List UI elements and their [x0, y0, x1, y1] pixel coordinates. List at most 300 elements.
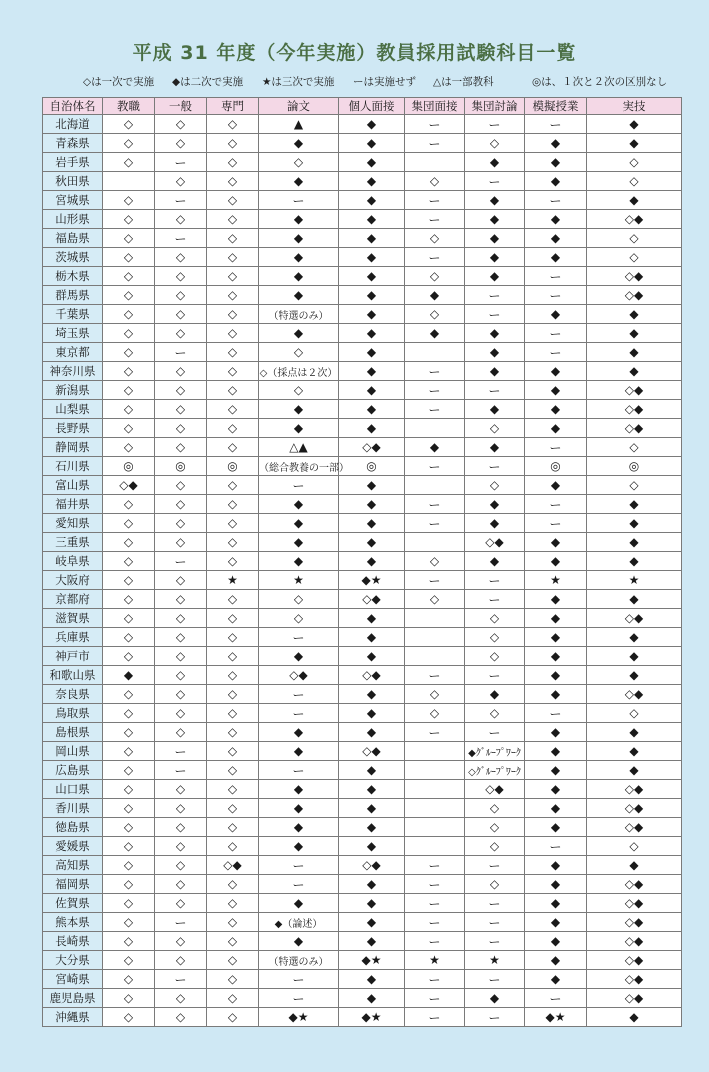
cell-individual-interview: ◆	[339, 514, 405, 533]
cell-teaching: ◇	[103, 571, 155, 590]
table-row	[43, 609, 682, 628]
table-row	[43, 229, 682, 248]
cell-specialty: ◇	[207, 685, 259, 704]
cell-individual-interview: ◆	[339, 837, 405, 856]
cell-practical: ◆	[587, 533, 682, 552]
cell-group-discussion: ◆	[465, 495, 525, 514]
cell-group-interview: ー	[405, 134, 465, 153]
cell-teaching: ◇	[103, 1008, 155, 1027]
cell-general: ー	[155, 229, 207, 248]
cell-practical: ◇◆	[587, 875, 682, 894]
cell-teaching: ◇	[103, 590, 155, 609]
cell-specialty: ◇	[207, 533, 259, 552]
cell-individual-interview: ◆	[339, 400, 405, 419]
cell-general: ◇	[155, 324, 207, 343]
cell-specialty: ◇	[207, 362, 259, 381]
cell-teaching: ◇	[103, 248, 155, 267]
cell-group-interview: ◇	[405, 704, 465, 723]
cell-practical: ◇◆	[587, 609, 682, 628]
cell-teaching: ◇	[103, 647, 155, 666]
table-row	[43, 628, 682, 647]
table-row	[43, 780, 682, 799]
cell-municipality: 和歌山県	[43, 666, 103, 685]
header-mock-lesson: 模擬授業	[525, 98, 587, 115]
cell-group-interview: ◇	[405, 685, 465, 704]
cell-mock-lesson: ◆	[525, 913, 587, 932]
cell-essay: ◆★	[259, 1008, 339, 1027]
cell-teaching: ◇	[103, 704, 155, 723]
table-row	[43, 381, 682, 400]
cell-group-interview: ー	[405, 989, 465, 1008]
cell-group-discussion: ◇	[465, 609, 525, 628]
cell-group-interview: ◆	[405, 438, 465, 457]
cell-essay: ◆	[259, 647, 339, 666]
cell-individual-interview: ◆	[339, 343, 405, 362]
cell-group-discussion: ー	[465, 913, 525, 932]
cell-practical: ◇◆	[587, 989, 682, 1008]
cell-general: ー	[155, 343, 207, 362]
cell-group-discussion: ◆	[465, 153, 525, 172]
cell-essay: ▲	[259, 115, 339, 134]
cell-municipality: 佐賀県	[43, 894, 103, 913]
header-group-interview: 集団面接	[405, 98, 465, 115]
table-row	[43, 438, 682, 457]
cell-group-interview	[405, 818, 465, 837]
cell-general: ◇	[155, 609, 207, 628]
cell-practical: ◆	[587, 495, 682, 514]
cell-general: ◇	[155, 932, 207, 951]
cell-general: ◇	[155, 476, 207, 495]
header-general: 一般	[155, 98, 207, 115]
cell-general: ー	[155, 970, 207, 989]
cell-general: ◇	[155, 818, 207, 837]
cell-mock-lesson: ◆	[525, 894, 587, 913]
table-row	[43, 343, 682, 362]
cell-group-discussion: ー	[465, 723, 525, 742]
cell-essay: ◆	[259, 514, 339, 533]
cell-general: ◇	[155, 666, 207, 685]
cell-specialty: ◇	[207, 647, 259, 666]
header-practical: 実技	[587, 98, 682, 115]
table-row	[43, 210, 682, 229]
cell-individual-interview: ◇◆	[339, 742, 405, 761]
cell-mock-lesson: ◆	[525, 932, 587, 951]
cell-group-discussion: ◇	[465, 875, 525, 894]
cell-group-interview: ー	[405, 875, 465, 894]
cell-group-discussion: ◇	[465, 419, 525, 438]
cell-teaching: ◇	[103, 191, 155, 210]
cell-mock-lesson: ◆	[525, 951, 587, 970]
cell-mock-lesson: ◆	[525, 552, 587, 571]
cell-group-interview	[405, 476, 465, 495]
cell-group-interview: ー	[405, 191, 465, 210]
cell-individual-interview: ◆	[339, 172, 405, 191]
cell-group-discussion: ◆	[465, 343, 525, 362]
cell-mock-lesson: ◆	[525, 248, 587, 267]
cell-group-discussion: ◇	[465, 134, 525, 153]
cell-teaching: ◇	[103, 989, 155, 1008]
cell-mock-lesson: ◆	[525, 666, 587, 685]
cell-general: ◇	[155, 780, 207, 799]
cell-municipality: 三重県	[43, 533, 103, 552]
cell-individual-interview: ◆	[339, 134, 405, 153]
cell-teaching: ◇	[103, 552, 155, 571]
cell-group-interview	[405, 533, 465, 552]
cell-mock-lesson: ◆	[525, 799, 587, 818]
cell-essay: ◇（採点は２次）	[259, 362, 339, 381]
cell-general: ◇	[155, 248, 207, 267]
legend-first: ◇は一次で実施	[83, 76, 155, 88]
cell-specialty: ◇	[207, 343, 259, 362]
cell-specialty: ◇	[207, 875, 259, 894]
cell-specialty: ◇	[207, 514, 259, 533]
cell-teaching: ◇	[103, 780, 155, 799]
cell-general: ー	[155, 742, 207, 761]
cell-essay: ◆（論述）	[259, 913, 339, 932]
cell-mock-lesson: ー	[525, 989, 587, 1008]
legend-second: ◆は二次で実施	[172, 76, 244, 88]
cell-individual-interview: ◆	[339, 324, 405, 343]
cell-mock-lesson: ー	[525, 837, 587, 856]
cell-practical: ◇◆	[587, 685, 682, 704]
cell-individual-interview: ◆	[339, 894, 405, 913]
table-row	[43, 742, 682, 761]
cell-municipality: 京都府	[43, 590, 103, 609]
cell-group-discussion: ◆	[465, 229, 525, 248]
cell-specialty: ◇	[207, 590, 259, 609]
cell-teaching: ◇	[103, 210, 155, 229]
cell-specialty: ◇	[207, 989, 259, 1008]
cell-municipality: 静岡県	[43, 438, 103, 457]
cell-group-interview: ◇	[405, 172, 465, 191]
cell-teaching: ◇	[103, 533, 155, 552]
cell-practical: ◆	[587, 191, 682, 210]
cell-municipality: 千葉県	[43, 305, 103, 324]
cell-practical: ◆	[587, 552, 682, 571]
cell-municipality: 富山県	[43, 476, 103, 495]
cell-municipality: 新潟県	[43, 381, 103, 400]
cell-municipality: 福島県	[43, 229, 103, 248]
table-row	[43, 495, 682, 514]
cell-practical: ◇◆	[587, 951, 682, 970]
cell-municipality: 奈良県	[43, 685, 103, 704]
cell-group-discussion: ◇◆	[465, 780, 525, 799]
cell-practical: ◆	[587, 723, 682, 742]
table-row	[43, 476, 682, 495]
cell-group-discussion: ー	[465, 1008, 525, 1027]
cell-general: ◇	[155, 989, 207, 1008]
cell-practical: ◇◆	[587, 381, 682, 400]
cell-practical: ◆	[587, 134, 682, 153]
cell-general: ー	[155, 191, 207, 210]
cell-group-interview: ー	[405, 666, 465, 685]
cell-group-interview: ◆	[405, 286, 465, 305]
cell-individual-interview: ◆	[339, 875, 405, 894]
cell-general: ◇	[155, 381, 207, 400]
cell-specialty: ◇	[207, 248, 259, 267]
cell-group-discussion: ◇◆	[465, 533, 525, 552]
table-row	[43, 571, 682, 590]
cell-individual-interview: ◆	[339, 381, 405, 400]
cell-specialty: ◇	[207, 628, 259, 647]
cell-teaching: ◇	[103, 362, 155, 381]
cell-general: ◇	[155, 362, 207, 381]
cell-group-interview: ー	[405, 856, 465, 875]
cell-general: ◇	[155, 647, 207, 666]
cell-general: ◇	[155, 799, 207, 818]
cell-individual-interview: ◆	[339, 191, 405, 210]
cell-mock-lesson: ◆	[525, 229, 587, 248]
cell-mock-lesson: ー	[525, 191, 587, 210]
cell-specialty: ◇	[207, 932, 259, 951]
cell-municipality: 埼玉県	[43, 324, 103, 343]
cell-essay: ー	[259, 685, 339, 704]
cell-municipality: 群馬県	[43, 286, 103, 305]
cell-practical: ◎	[587, 457, 682, 476]
cell-group-discussion: ー	[465, 666, 525, 685]
table-row	[43, 723, 682, 742]
cell-practical: ◆	[587, 514, 682, 533]
cell-essay: ◆	[259, 818, 339, 837]
cell-practical: ◇	[587, 704, 682, 723]
cell-group-interview: ー	[405, 400, 465, 419]
cell-specialty: ◇	[207, 799, 259, 818]
cell-general: ◇	[155, 571, 207, 590]
cell-essay: ー	[259, 875, 339, 894]
cell-group-discussion: ー	[465, 894, 525, 913]
cell-group-discussion: ◆	[465, 324, 525, 343]
cell-teaching: ◇	[103, 875, 155, 894]
cell-practical: ◇	[587, 837, 682, 856]
cell-general: ◇	[155, 628, 207, 647]
cell-group-interview	[405, 628, 465, 647]
cell-group-discussion: ◇ｸﾞﾙｰﾌﾟﾜｰｸ	[465, 761, 525, 780]
cell-specialty: ◇	[207, 134, 259, 153]
cell-essay: ◇◆	[259, 666, 339, 685]
cell-group-interview	[405, 837, 465, 856]
cell-group-discussion: ◆	[465, 989, 525, 1008]
cell-individual-interview: ◆	[339, 267, 405, 286]
cell-teaching: ◆	[103, 666, 155, 685]
cell-teaching: ◇◆	[103, 476, 155, 495]
cell-teaching: ◇	[103, 286, 155, 305]
cell-group-interview: ー	[405, 248, 465, 267]
cell-essay: ◆	[259, 533, 339, 552]
cell-essay: ◆	[259, 172, 339, 191]
cell-essay: ◆	[259, 419, 339, 438]
cell-teaching: ◇	[103, 153, 155, 172]
cell-group-interview: ◇	[405, 590, 465, 609]
cell-individual-interview: ◆★	[339, 1008, 405, 1027]
cell-specialty: ◇	[207, 400, 259, 419]
cell-essay: ◆	[259, 932, 339, 951]
cell-general: ◇	[155, 590, 207, 609]
cell-teaching: ◇	[103, 856, 155, 875]
cell-municipality: 島根県	[43, 723, 103, 742]
cell-municipality: 北海道	[43, 115, 103, 134]
cell-mock-lesson: ★	[525, 571, 587, 590]
cell-mock-lesson: ◆	[525, 590, 587, 609]
cell-practical: ◇	[587, 438, 682, 457]
cell-municipality: 鹿児島県	[43, 989, 103, 1008]
cell-mock-lesson: ◆	[525, 419, 587, 438]
cell-essay: （総合教養の一部）	[259, 457, 339, 476]
cell-essay: ◆	[259, 723, 339, 742]
cell-mock-lesson: ー	[525, 704, 587, 723]
cell-essay: （特選のみ）	[259, 305, 339, 324]
cell-municipality: 山口県	[43, 780, 103, 799]
cell-general: ー	[155, 153, 207, 172]
cell-mock-lesson: ◆	[525, 609, 587, 628]
cell-individual-interview: ◆	[339, 495, 405, 514]
cell-municipality: 石川県	[43, 457, 103, 476]
cell-individual-interview: ◆	[339, 799, 405, 818]
cell-individual-interview: ◎	[339, 457, 405, 476]
cell-group-interview	[405, 153, 465, 172]
cell-general: ◇	[155, 951, 207, 970]
cell-general: ◇	[155, 438, 207, 457]
cell-practical: ◆	[587, 742, 682, 761]
cell-municipality: 青森県	[43, 134, 103, 153]
cell-mock-lesson: ◆	[525, 134, 587, 153]
cell-group-interview	[405, 780, 465, 799]
table-row	[43, 894, 682, 913]
cell-teaching: ◇	[103, 951, 155, 970]
header-row	[43, 98, 682, 115]
cell-practical: ◇◆	[587, 913, 682, 932]
cell-mock-lesson: ー	[525, 438, 587, 457]
cell-mock-lesson: ◆	[525, 856, 587, 875]
cell-practical: ◆	[587, 305, 682, 324]
cell-specialty: ◇	[207, 324, 259, 343]
cell-group-interview	[405, 343, 465, 362]
cell-mock-lesson: ◎	[525, 457, 587, 476]
cell-specialty: ◇	[207, 970, 259, 989]
cell-essay: ー	[259, 989, 339, 1008]
cell-individual-interview: ◆	[339, 229, 405, 248]
table-row	[43, 419, 682, 438]
cell-specialty: ◇◆	[207, 856, 259, 875]
cell-group-interview: ◆	[405, 324, 465, 343]
cell-practical: ◇◆	[587, 818, 682, 837]
cell-specialty: ◇	[207, 419, 259, 438]
cell-group-interview: ー	[405, 362, 465, 381]
cell-individual-interview: ◆	[339, 989, 405, 1008]
cell-essay: ◆	[259, 742, 339, 761]
cell-municipality: 沖縄県	[43, 1008, 103, 1027]
cell-general: ◇	[155, 856, 207, 875]
cell-general: ー	[155, 552, 207, 571]
cell-general: ◇	[155, 210, 207, 229]
cell-group-interview: ★	[405, 951, 465, 970]
legend-partial: △は一部教科	[433, 76, 494, 88]
cell-essay: ー	[259, 856, 339, 875]
cell-mock-lesson: ◆	[525, 476, 587, 495]
cell-practical: ◆	[587, 1008, 682, 1027]
cell-group-discussion: ◆	[465, 400, 525, 419]
table-row	[43, 837, 682, 856]
cell-group-interview: ー	[405, 894, 465, 913]
cell-municipality: 高知県	[43, 856, 103, 875]
cell-specialty: ◇	[207, 1008, 259, 1027]
cell-group-interview: ー	[405, 495, 465, 514]
cell-individual-interview: ◆	[339, 286, 405, 305]
cell-practical: ◇	[587, 248, 682, 267]
cell-group-discussion: ◆	[465, 438, 525, 457]
cell-individual-interview: ◆★	[339, 951, 405, 970]
cell-general: ◇	[155, 723, 207, 742]
cell-practical: ◆	[587, 856, 682, 875]
cell-essay: ー	[259, 476, 339, 495]
cell-essay: ー	[259, 761, 339, 780]
cell-teaching: ◇	[103, 723, 155, 742]
cell-group-discussion: ◆	[465, 267, 525, 286]
cell-individual-interview: ◇◆	[339, 438, 405, 457]
cell-municipality: 熊本県	[43, 913, 103, 932]
cell-general: ◇	[155, 894, 207, 913]
cell-municipality: 徳島県	[43, 818, 103, 837]
table-row	[43, 533, 682, 552]
cell-individual-interview: ◆	[339, 305, 405, 324]
header-group-discussion: 集団討論	[465, 98, 525, 115]
cell-essay: ◆	[259, 210, 339, 229]
cell-specialty: ◇	[207, 267, 259, 286]
cell-group-discussion: ー	[465, 457, 525, 476]
table-row	[43, 153, 682, 172]
cell-individual-interview: ◇◆	[339, 856, 405, 875]
cell-teaching: ◎	[103, 457, 155, 476]
cell-group-discussion: ◇	[465, 837, 525, 856]
cell-practical: ◇◆	[587, 267, 682, 286]
cell-general: ◇	[155, 875, 207, 894]
cell-specialty: ◇	[207, 723, 259, 742]
cell-municipality: 福岡県	[43, 875, 103, 894]
cell-specialty: ◇	[207, 742, 259, 761]
header-municipality: 自治体名	[43, 98, 103, 115]
cell-individual-interview: ◇◆	[339, 590, 405, 609]
cell-group-interview: ー	[405, 457, 465, 476]
table-row	[43, 286, 682, 305]
cell-mock-lesson: ◆	[525, 172, 587, 191]
cell-mock-lesson: ◆	[525, 780, 587, 799]
legend-third: ★は三次で実施	[262, 76, 335, 88]
cell-teaching: ◇	[103, 305, 155, 324]
cell-municipality: 神奈川県	[43, 362, 103, 381]
cell-municipality: 大阪府	[43, 571, 103, 590]
cell-teaching: ◇	[103, 761, 155, 780]
cell-individual-interview: ◆	[339, 476, 405, 495]
cell-municipality: 岩手県	[43, 153, 103, 172]
cell-essay: ー	[259, 970, 339, 989]
cell-group-interview	[405, 419, 465, 438]
cell-specialty: ◇	[207, 780, 259, 799]
table-body	[43, 115, 682, 1027]
cell-individual-interview: ◆★	[339, 571, 405, 590]
cell-essay: ◇	[259, 609, 339, 628]
cell-specialty: ◇	[207, 704, 259, 723]
header-individual-interview: 個人面接	[339, 98, 405, 115]
cell-teaching: ◇	[103, 628, 155, 647]
cell-essay: ◆	[259, 552, 339, 571]
cell-individual-interview: ◆	[339, 552, 405, 571]
cell-essay: ◆	[259, 495, 339, 514]
table-row	[43, 704, 682, 723]
cell-practical: ◆	[587, 115, 682, 134]
cell-group-discussion: ー	[465, 286, 525, 305]
cell-municipality: 福井県	[43, 495, 103, 514]
table-row	[43, 267, 682, 286]
cell-municipality: 長崎県	[43, 932, 103, 951]
